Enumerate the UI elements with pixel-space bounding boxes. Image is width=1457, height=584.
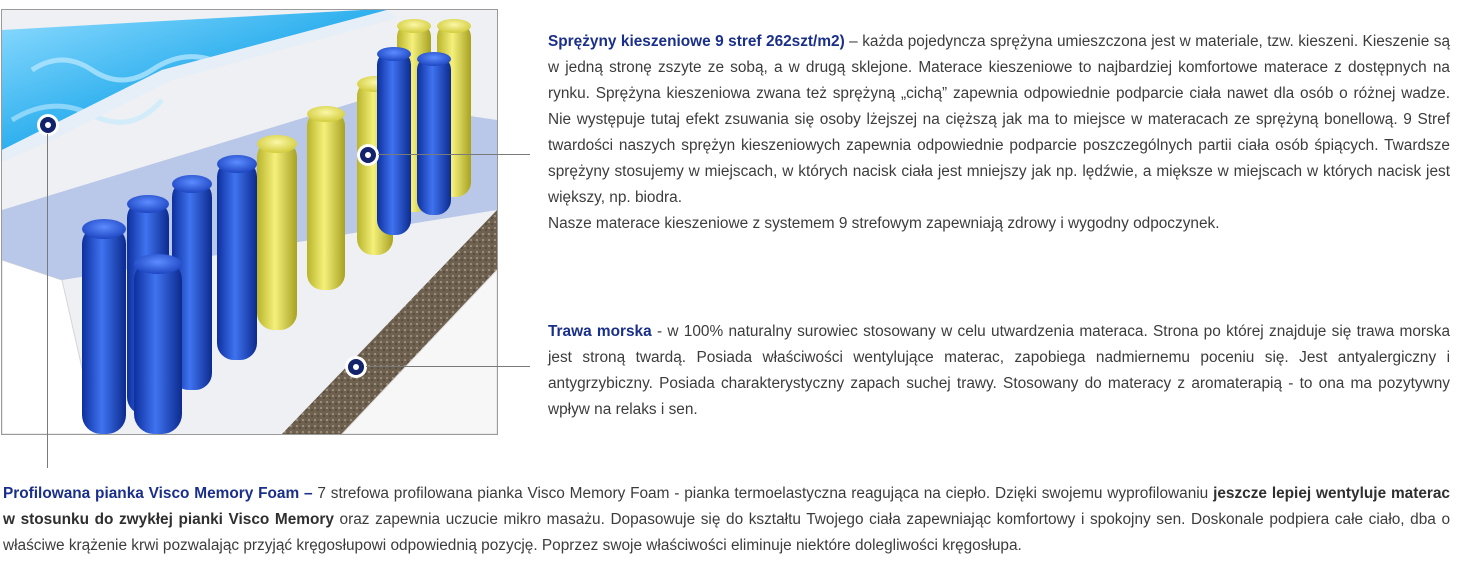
seagrass-callout-line [366,366,530,367]
visco-foam-description [3,481,1450,559]
marker-springs [357,144,379,166]
seagrass-paragraph [548,319,1450,423]
pocket-springs-summary: Nasze materace kieszeniowe z systemem 9 strefowym zapewniają zdrowy i wygodny odpoczynek. [548,215,1220,232]
springs-callout-line [378,154,530,155]
visco-paragraph [3,481,1450,559]
visco-text-2: oraz zapewnia uczucie mikro masażu. Dopasowuje się do kształtu Twojego ciała zapewniając komfortowy i spokojny sen. Doskonale podpiera całe ciało, dba o właściwe krążenie krwi pozwalając przyjąć kręgosłupowi odpowiednią pozycję. Poprzez swoje właściwości eliminuje niektóre dolegliwości kręgosłupa. [3,511,1450,554]
visco-strong-text: jeszcze lepiej wentyluje materac w stosunku do zwykłej pianki Visco Memory [3,485,1450,528]
visco-heading: Profilowana pianka Visco Memory Foam – [3,485,313,502]
pocket-springs-paragraph [548,29,1450,211]
marker-seagrass [345,356,367,378]
seagrass-description [548,319,1450,423]
mattress-cross-section-image [1,9,498,435]
pocket-springs-heading: Sprężyny kieszeniowe 9 stref 262szt/m2) [548,33,845,50]
seagrass-text: - w 100% naturalny surowiec stosowany w celu utwardzenia materaca. Strona po której znajduje się trawa morska jest stroną twardą. Posiada właściwości wentylujące materac, zapobiega nadmiernemu poceniu się. Jest antyalergiczny i antygrzybiczny. Posiada charakterystyczny zapach suchej trawy. Stosowany do materacy z aromaterapią - to ona ma pozytywny wpływ na relaks i sen. [548,323,1450,418]
visco-text-1: 7 strefowa profilowana pianka Visco Memory Foam - pianka termoelastyczna reagująca na ciepło. Dzięki swojemu wyprofilowaniu [312,485,1214,502]
visco-callout-line [47,134,48,468]
mattress-layers-drawing [2,10,497,434]
seagrass-heading: Trawa morska [548,323,652,340]
pocket-springs-description [548,29,1450,237]
pocket-springs-text: – każda pojedyncza sprężyna umieszczona jest w materiale, tzw. kieszeni. Kieszenie są w jedną stronę zszyte ze sobą, a w drugą sklejone. Materace kieszeniowe to najbardziej komfortowe materace z dostępnych na rynku. Sprężyna kieszeniowa zwana też sprężyną „cichą” zapewnia odpowiednie podparcie ciała nawet dla osób o różnej wadze. Nie występuje tutaj efekt zsuwania się osoby lżejszej na cięższą jak ma to miejsce w materacach ze sprężyną bonellową. 9 Stref twardości naszych sprężyn kieszeniowych zapewnia odpowiednie podparcie poszczególnych partii ciała osób śpiących. Twardsze sprężyny stosujemy w miejscach, w których nacisk ciała jest mniejszy jak np. lędźwie, a miększe w miejscach w których nacisk jest większy, np. biodra. [548,33,1451,206]
marker-visco [37,114,59,136]
